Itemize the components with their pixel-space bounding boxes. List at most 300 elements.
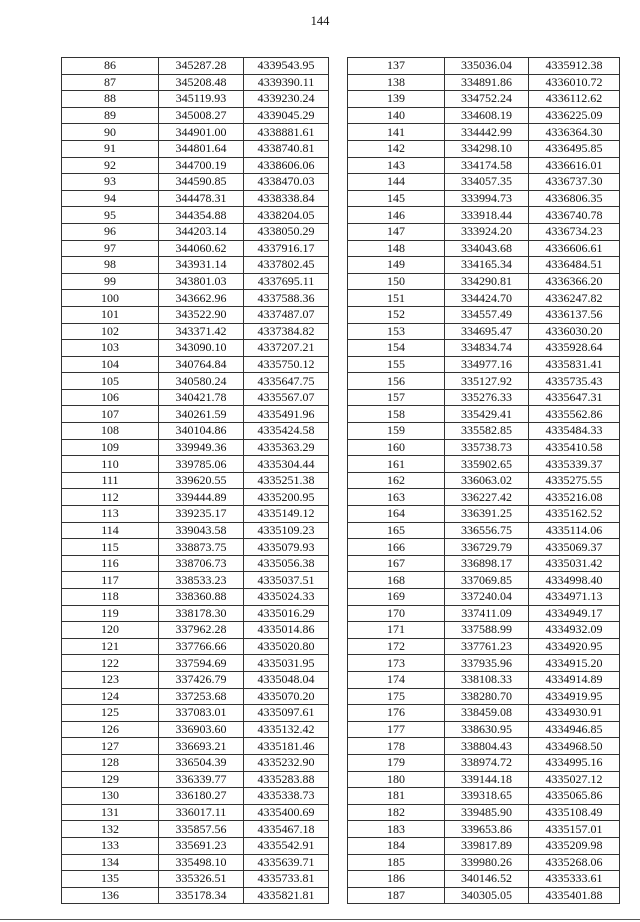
table-row	[62, 871, 329, 888]
point-number-cell: 111	[62, 472, 159, 489]
table-row	[62, 223, 329, 240]
point-number-cell: 168	[348, 572, 445, 589]
y-coordinate-cell: 4335647.31	[529, 389, 620, 406]
point-number-cell: 164	[348, 506, 445, 523]
x-coordinate-cell: 339980.26	[445, 854, 529, 871]
table-row	[348, 655, 620, 672]
y-coordinate-cell: 4335338.73	[244, 788, 329, 805]
x-coordinate-cell: 334174.58	[445, 157, 529, 174]
point-number-cell: 155	[348, 356, 445, 373]
x-coordinate-cell: 340580.24	[159, 373, 244, 390]
x-coordinate-cell: 339653.86	[445, 821, 529, 838]
point-number-cell: 176	[348, 705, 445, 722]
table-row	[62, 157, 329, 174]
x-coordinate-cell: 336063.02	[445, 472, 529, 489]
x-coordinate-cell: 339785.06	[159, 456, 244, 473]
point-number-cell: 114	[62, 522, 159, 539]
x-coordinate-cell: 335127.92	[445, 373, 529, 390]
x-coordinate-cell: 336693.21	[159, 738, 244, 755]
page-number: 144	[310, 14, 330, 28]
x-coordinate-cell: 337766.66	[159, 638, 244, 655]
x-coordinate-cell: 333924.20	[445, 223, 529, 240]
y-coordinate-cell: 4335424.58	[244, 423, 329, 440]
y-coordinate-cell: 4335283.88	[244, 771, 329, 788]
x-coordinate-cell: 335582.85	[445, 423, 529, 440]
x-coordinate-cell: 343662.96	[159, 290, 244, 307]
x-coordinate-cell: 339620.55	[159, 472, 244, 489]
y-coordinate-cell: 4335056.38	[244, 555, 329, 572]
x-coordinate-cell: 336227.42	[445, 489, 529, 506]
x-coordinate-cell: 340104.86	[159, 423, 244, 440]
point-number-cell: 86	[62, 58, 159, 75]
table-row	[348, 107, 620, 124]
y-coordinate-cell: 4335014.86	[244, 622, 329, 639]
x-coordinate-cell: 338280.70	[445, 688, 529, 705]
x-coordinate-cell: 338108.33	[445, 671, 529, 688]
point-number-cell: 157	[348, 389, 445, 406]
x-coordinate-cell: 334977.16	[445, 356, 529, 373]
x-coordinate-cell: 336339.77	[159, 771, 244, 788]
table-row	[62, 456, 329, 473]
y-coordinate-cell: 4335735.43	[529, 373, 620, 390]
point-number-cell: 182	[348, 804, 445, 821]
y-coordinate-cell: 4335484.33	[529, 423, 620, 440]
y-coordinate-cell: 4334995.16	[529, 754, 620, 771]
point-number-cell: 121	[62, 638, 159, 655]
point-number-cell: 158	[348, 406, 445, 423]
y-coordinate-cell: 4339390.11	[244, 74, 329, 91]
bottom-edge-line	[0, 919, 640, 920]
y-coordinate-cell: 4339543.95	[244, 58, 329, 75]
point-number-cell: 166	[348, 539, 445, 556]
x-coordinate-cell: 336903.60	[159, 721, 244, 738]
table-row	[62, 373, 329, 390]
x-coordinate-cell: 344590.85	[159, 174, 244, 191]
x-coordinate-cell: 339817.89	[445, 837, 529, 854]
y-coordinate-cell: 4335031.95	[244, 655, 329, 672]
table-row	[348, 58, 620, 75]
x-coordinate-cell: 339318.65	[445, 788, 529, 805]
y-coordinate-cell: 4338740.81	[244, 140, 329, 157]
point-number-cell: 95	[62, 207, 159, 224]
x-coordinate-cell: 336180.27	[159, 788, 244, 805]
y-coordinate-cell: 4338204.05	[244, 207, 329, 224]
y-coordinate-cell: 4337207.21	[244, 340, 329, 357]
point-number-cell: 167	[348, 555, 445, 572]
y-coordinate-cell: 4339045.29	[244, 107, 329, 124]
x-coordinate-cell: 339444.89	[159, 489, 244, 506]
x-coordinate-cell: 344060.62	[159, 240, 244, 257]
point-number-cell: 98	[62, 257, 159, 274]
table-row	[62, 522, 329, 539]
y-coordinate-cell: 4336737.30	[529, 174, 620, 191]
point-number-cell: 123	[62, 671, 159, 688]
y-coordinate-cell: 4335750.12	[244, 356, 329, 373]
y-coordinate-cell: 4334946.85	[529, 721, 620, 738]
table-row	[348, 124, 620, 141]
table-row	[348, 472, 620, 489]
table-row	[348, 837, 620, 854]
point-number-cell: 180	[348, 771, 445, 788]
y-coordinate-cell: 4336616.01	[529, 157, 620, 174]
point-number-cell: 186	[348, 871, 445, 888]
x-coordinate-cell: 334695.47	[445, 323, 529, 340]
x-coordinate-cell: 337935.96	[445, 655, 529, 672]
point-number-cell: 146	[348, 207, 445, 224]
x-coordinate-cell: 336729.79	[445, 539, 529, 556]
point-number-cell: 105	[62, 373, 159, 390]
y-coordinate-cell: 4335132.42	[244, 721, 329, 738]
point-number-cell: 99	[62, 273, 159, 290]
x-coordinate-cell: 339144.18	[445, 771, 529, 788]
x-coordinate-cell: 338178.30	[159, 605, 244, 622]
y-coordinate-cell: 4336030.20	[529, 323, 620, 340]
x-coordinate-cell: 340421.78	[159, 389, 244, 406]
x-coordinate-cell: 338459.08	[445, 705, 529, 722]
table-row	[62, 323, 329, 340]
table-row	[348, 555, 620, 572]
point-number-cell: 144	[348, 174, 445, 191]
table-row	[348, 273, 620, 290]
x-coordinate-cell: 334834.74	[445, 340, 529, 357]
table-row	[348, 688, 620, 705]
point-number-cell: 148	[348, 240, 445, 257]
point-number-cell: 179	[348, 754, 445, 771]
y-coordinate-cell: 4334932.09	[529, 622, 620, 639]
x-coordinate-cell: 337426.79	[159, 671, 244, 688]
x-coordinate-cell: 345008.27	[159, 107, 244, 124]
table-row	[348, 821, 620, 838]
table-row	[62, 472, 329, 489]
table-row	[62, 754, 329, 771]
x-coordinate-cell: 335429.41	[445, 406, 529, 423]
x-coordinate-cell: 336556.75	[445, 522, 529, 539]
y-coordinate-cell: 4338050.29	[244, 223, 329, 240]
point-number-cell: 101	[62, 306, 159, 323]
y-coordinate-cell: 4335069.37	[529, 539, 620, 556]
point-number-cell: 175	[348, 688, 445, 705]
y-coordinate-cell: 4335097.61	[244, 705, 329, 722]
point-number-cell: 149	[348, 257, 445, 274]
y-coordinate-cell: 4336740.78	[529, 207, 620, 224]
x-coordinate-cell: 334290.81	[445, 273, 529, 290]
table-row	[348, 456, 620, 473]
point-number-cell: 165	[348, 522, 445, 539]
x-coordinate-cell: 339485.90	[445, 804, 529, 821]
point-number-cell: 106	[62, 389, 159, 406]
y-coordinate-cell: 4337802.45	[244, 257, 329, 274]
table-row	[62, 74, 329, 91]
x-coordinate-cell: 338974.72	[445, 754, 529, 771]
x-coordinate-cell: 337588.99	[445, 622, 529, 639]
table-row	[62, 389, 329, 406]
y-coordinate-cell: 4335016.29	[244, 605, 329, 622]
point-number-cell: 133	[62, 837, 159, 854]
table-row	[62, 622, 329, 639]
table-row	[62, 821, 329, 838]
table-row	[348, 174, 620, 191]
y-coordinate-cell: 4334998.40	[529, 572, 620, 589]
y-coordinate-cell: 4335200.95	[244, 489, 329, 506]
point-number-cell: 181	[348, 788, 445, 805]
y-coordinate-cell: 4335304.44	[244, 456, 329, 473]
table-row	[62, 506, 329, 523]
y-coordinate-cell: 4335491.96	[244, 406, 329, 423]
point-number-cell: 102	[62, 323, 159, 340]
table-row	[348, 622, 620, 639]
x-coordinate-cell: 344478.31	[159, 190, 244, 207]
point-number-cell: 141	[348, 124, 445, 141]
table-row	[348, 207, 620, 224]
x-coordinate-cell: 344354.88	[159, 207, 244, 224]
y-coordinate-cell: 4335567.07	[244, 389, 329, 406]
table-row	[348, 605, 620, 622]
y-coordinate-cell: 4335079.93	[244, 539, 329, 556]
y-coordinate-cell: 4335400.69	[244, 804, 329, 821]
y-coordinate-cell: 4335733.81	[244, 871, 329, 888]
x-coordinate-cell: 343090.10	[159, 340, 244, 357]
y-coordinate-cell: 4335268.06	[529, 854, 620, 871]
y-coordinate-cell: 4337588.36	[244, 290, 329, 307]
y-coordinate-cell: 4335410.58	[529, 439, 620, 456]
point-number-cell: 161	[348, 456, 445, 473]
y-coordinate-cell: 4335821.81	[244, 887, 329, 904]
point-number-cell: 140	[348, 107, 445, 124]
point-number-cell: 124	[62, 688, 159, 705]
y-coordinate-cell: 4335149.12	[244, 506, 329, 523]
y-coordinate-cell: 4335562.86	[529, 406, 620, 423]
table-row	[62, 671, 329, 688]
y-coordinate-cell: 4336806.35	[529, 190, 620, 207]
x-coordinate-cell: 343371.42	[159, 323, 244, 340]
x-coordinate-cell: 336504.39	[159, 754, 244, 771]
y-coordinate-cell: 4338606.06	[244, 157, 329, 174]
table-row	[62, 887, 329, 904]
point-number-cell: 145	[348, 190, 445, 207]
x-coordinate-cell: 343801.03	[159, 273, 244, 290]
y-coordinate-cell: 4335108.49	[529, 804, 620, 821]
point-number-cell: 173	[348, 655, 445, 672]
point-number-cell: 128	[62, 754, 159, 771]
x-coordinate-cell: 339235.17	[159, 506, 244, 523]
table-row	[62, 489, 329, 506]
x-coordinate-cell: 340764.84	[159, 356, 244, 373]
x-coordinate-cell: 339949.36	[159, 439, 244, 456]
table-row	[62, 207, 329, 224]
point-number-cell: 115	[62, 539, 159, 556]
point-number-cell: 136	[62, 887, 159, 904]
table-row	[348, 638, 620, 655]
point-number-cell: 132	[62, 821, 159, 838]
table-row	[62, 589, 329, 606]
table-row	[348, 705, 620, 722]
y-coordinate-cell: 4335065.86	[529, 788, 620, 805]
point-number-cell: 91	[62, 140, 159, 157]
x-coordinate-cell: 334608.19	[445, 107, 529, 124]
y-coordinate-cell: 4335109.23	[244, 522, 329, 539]
x-coordinate-cell: 337240.04	[445, 589, 529, 606]
y-coordinate-cell: 4335542.91	[244, 837, 329, 854]
y-coordinate-cell: 4335333.61	[529, 871, 620, 888]
point-number-cell: 178	[348, 738, 445, 755]
x-coordinate-cell: 344801.64	[159, 140, 244, 157]
x-coordinate-cell: 334557.49	[445, 306, 529, 323]
y-coordinate-cell: 4335037.51	[244, 572, 329, 589]
point-number-cell: 131	[62, 804, 159, 821]
point-number-cell: 169	[348, 589, 445, 606]
y-coordinate-cell: 4338470.03	[244, 174, 329, 191]
x-coordinate-cell: 337083.01	[159, 705, 244, 722]
y-coordinate-cell: 4335251.38	[244, 472, 329, 489]
y-coordinate-cell: 4335912.38	[529, 58, 620, 75]
y-coordinate-cell: 4334919.95	[529, 688, 620, 705]
table-row	[348, 157, 620, 174]
table-row	[62, 356, 329, 373]
point-number-cell: 107	[62, 406, 159, 423]
table-row	[62, 257, 329, 274]
y-coordinate-cell: 4334971.13	[529, 589, 620, 606]
point-number-cell: 142	[348, 140, 445, 157]
point-number-cell: 129	[62, 771, 159, 788]
table-row	[62, 290, 329, 307]
table-row	[348, 257, 620, 274]
table-row	[62, 273, 329, 290]
coordinates-table-right	[347, 57, 620, 904]
point-number-cell: 109	[62, 439, 159, 456]
point-number-cell: 163	[348, 489, 445, 506]
table-row	[62, 107, 329, 124]
x-coordinate-cell: 344203.14	[159, 223, 244, 240]
x-coordinate-cell: 334442.99	[445, 124, 529, 141]
coordinates-table-left	[61, 57, 329, 904]
y-coordinate-cell: 4335928.64	[529, 340, 620, 357]
table-row	[348, 539, 620, 556]
table-row	[348, 223, 620, 240]
x-coordinate-cell: 335326.51	[159, 871, 244, 888]
table-row	[62, 788, 329, 805]
table-row	[62, 572, 329, 589]
x-coordinate-cell: 338630.95	[445, 721, 529, 738]
point-number-cell: 126	[62, 721, 159, 738]
table-row	[348, 340, 620, 357]
y-coordinate-cell: 4336112.62	[529, 91, 620, 108]
y-coordinate-cell: 4339230.24	[244, 91, 329, 108]
table-row	[62, 555, 329, 572]
point-number-cell: 170	[348, 605, 445, 622]
point-number-cell: 96	[62, 223, 159, 240]
table-row	[348, 854, 620, 871]
y-coordinate-cell: 4334949.17	[529, 605, 620, 622]
point-number-cell: 171	[348, 622, 445, 639]
point-number-cell: 90	[62, 124, 159, 141]
x-coordinate-cell: 340305.05	[445, 887, 529, 904]
table-row	[62, 605, 329, 622]
x-coordinate-cell: 334298.10	[445, 140, 529, 157]
x-coordinate-cell: 337594.69	[159, 655, 244, 672]
table-row	[348, 74, 620, 91]
x-coordinate-cell: 336898.17	[445, 555, 529, 572]
table-row	[348, 389, 620, 406]
y-coordinate-cell: 4335031.42	[529, 555, 620, 572]
table-row	[348, 804, 620, 821]
x-coordinate-cell: 337962.28	[159, 622, 244, 639]
x-coordinate-cell: 335498.10	[159, 854, 244, 871]
table-row	[348, 788, 620, 805]
point-number-cell: 130	[62, 788, 159, 805]
x-coordinate-cell: 335738.73	[445, 439, 529, 456]
point-number-cell: 137	[348, 58, 445, 75]
y-coordinate-cell: 4335467.18	[244, 821, 329, 838]
y-coordinate-cell: 4335275.55	[529, 472, 620, 489]
x-coordinate-cell: 337761.23	[445, 638, 529, 655]
y-coordinate-cell: 4334930.91	[529, 705, 620, 722]
y-coordinate-cell: 4335647.75	[244, 373, 329, 390]
x-coordinate-cell: 340261.59	[159, 406, 244, 423]
x-coordinate-cell: 337069.85	[445, 572, 529, 589]
point-number-cell: 112	[62, 489, 159, 506]
y-coordinate-cell: 4337916.17	[244, 240, 329, 257]
table-row	[348, 290, 620, 307]
table-row	[348, 489, 620, 506]
x-coordinate-cell: 337411.09	[445, 605, 529, 622]
y-coordinate-cell: 4334920.95	[529, 638, 620, 655]
x-coordinate-cell: 335902.65	[445, 456, 529, 473]
x-coordinate-cell: 333994.73	[445, 190, 529, 207]
y-coordinate-cell: 4338338.84	[244, 190, 329, 207]
point-number-cell: 122	[62, 655, 159, 672]
y-coordinate-cell: 4335020.80	[244, 638, 329, 655]
table-row	[62, 240, 329, 257]
point-number-cell: 118	[62, 589, 159, 606]
table-row	[62, 340, 329, 357]
y-coordinate-cell: 4335162.52	[529, 506, 620, 523]
point-number-cell: 184	[348, 837, 445, 854]
table-row	[348, 91, 620, 108]
point-number-cell: 92	[62, 157, 159, 174]
table-row	[348, 589, 620, 606]
table-row	[348, 721, 620, 738]
y-coordinate-cell: 4336484.51	[529, 257, 620, 274]
point-number-cell: 138	[348, 74, 445, 91]
point-number-cell: 174	[348, 671, 445, 688]
x-coordinate-cell: 334043.68	[445, 240, 529, 257]
table-row	[62, 174, 329, 191]
table-row	[62, 655, 329, 672]
table-row	[348, 522, 620, 539]
table-row	[348, 356, 620, 373]
table-row	[62, 539, 329, 556]
point-number-cell: 183	[348, 821, 445, 838]
point-number-cell: 110	[62, 456, 159, 473]
y-coordinate-cell: 4334968.50	[529, 738, 620, 755]
point-number-cell: 159	[348, 423, 445, 440]
point-number-cell: 152	[348, 306, 445, 323]
point-number-cell: 93	[62, 174, 159, 191]
point-number-cell: 116	[62, 555, 159, 572]
y-coordinate-cell: 4335831.41	[529, 356, 620, 373]
x-coordinate-cell: 338804.43	[445, 738, 529, 755]
x-coordinate-cell: 334057.35	[445, 174, 529, 191]
x-coordinate-cell: 336017.11	[159, 804, 244, 821]
x-coordinate-cell: 343522.90	[159, 306, 244, 323]
table-row	[62, 804, 329, 821]
x-coordinate-cell: 345208.48	[159, 74, 244, 91]
table-row	[62, 190, 329, 207]
x-coordinate-cell: 335857.56	[159, 821, 244, 838]
table-row	[348, 738, 620, 755]
y-coordinate-cell: 4335401.88	[529, 887, 620, 904]
point-number-cell: 153	[348, 323, 445, 340]
